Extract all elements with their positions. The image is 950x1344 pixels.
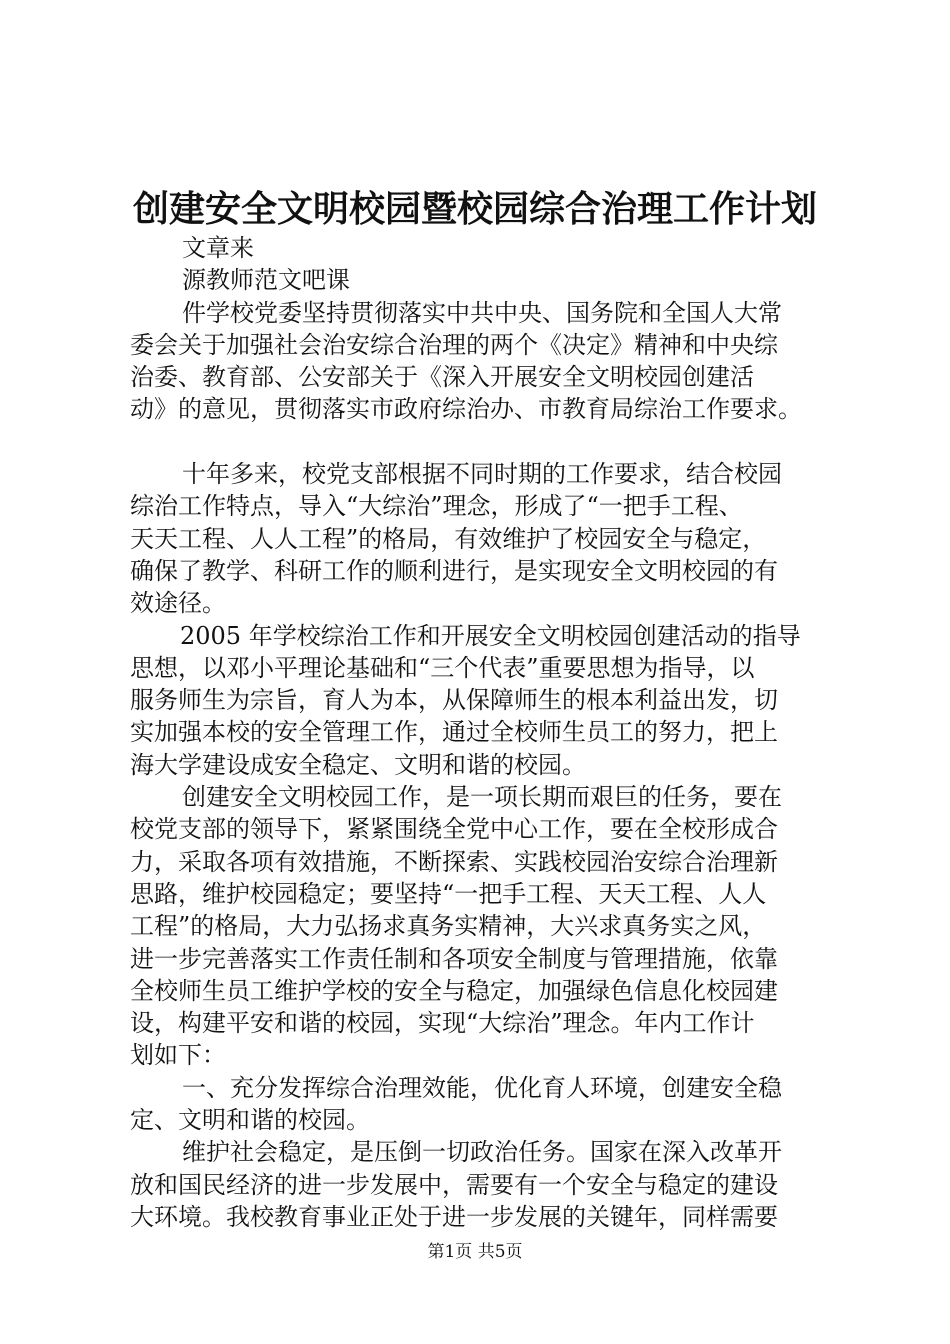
text-line: 全校师生员工维护学校的安全与稳定，加强绿色信息化校园建 xyxy=(130,976,778,1005)
text-line: 设，构建平安和谐的校园，实现“大综治”理念。年内工作计 xyxy=(130,1009,755,1038)
text-line: 动》的意见，贯彻落实市政府综治办、市教育局综治工作要求。 xyxy=(130,395,802,424)
text-line: 委会关于加强社会治安综合治理的两个《决定》精神和中央综 xyxy=(130,330,778,359)
text-line: 确保了教学、科研工作的顺利进行，是实现安全文明校园的有 xyxy=(130,556,778,585)
text-line: 文章来 xyxy=(182,234,254,262)
page-footer: 第1页 共5页 xyxy=(427,1242,523,1262)
text-line: 定、文明和谐的校园。 xyxy=(130,1106,370,1135)
text-line: 大环境。我校教育事业正处于进一步发展的关键年，同样需要 xyxy=(130,1202,778,1231)
text-line: 十年多来，校党支部根据不同时期的工作要求，结合校园 xyxy=(182,460,782,489)
text-line: 2005 年学校综治工作和开展安全文明校园创建活动的指导 xyxy=(180,621,801,650)
text-line: 校党支部的领导下，紧紧围绕全党中心工作，要在全校形成合 xyxy=(130,815,778,844)
text-line: 天天工程、人人工程”的格局，有效维护了校园安全与稳定， xyxy=(130,524,767,553)
paragraph-gap xyxy=(130,426,835,458)
document-body xyxy=(130,232,835,1233)
document-title: 创建安全文明校园暨校园综合治理工作计划 xyxy=(132,188,817,230)
text-line: 工程”的格局，大力弘扬求真务实精神，大兴求真务实之风， xyxy=(130,912,767,941)
text-line: 实加强本校的安全管理工作，通过全校师生员工的努力，把上 xyxy=(130,718,778,747)
text-line: 综治工作特点，导入“大综治”理念，形成了“一把手工程、 xyxy=(130,492,743,521)
text-line: 思想，以邓小平理论基础和“三个代表”重要思想为指导，以 xyxy=(130,653,755,682)
text-line: 划如下： xyxy=(130,1041,226,1070)
text-line: 放和国民经济的进一步发展中，需要有一个安全与稳定的建设 xyxy=(130,1170,778,1199)
text-line: 思路，维护校园稳定；要坚持“一把手工程、天天工程、人人 xyxy=(130,879,767,908)
text-line: 源教师范文吧课 xyxy=(182,266,350,295)
text-line: 服务师生为宗旨，育人为本，从保障师生的根本利益出发，切 xyxy=(130,686,778,715)
text-line: 一、充分发挥综合治理效能，优化育人环境，创建安全稳 xyxy=(182,1073,782,1102)
text-line: 创建安全文明校园工作，是一项长期而艰巨的任务，要在 xyxy=(182,783,782,812)
text-line: 力，采取各项有效措施，不断探索、实践校园治安综合治理新 xyxy=(130,847,778,876)
text-line: 进一步完善落实工作责任制和各项安全制度与管理措施，依靠 xyxy=(130,944,778,973)
text-line: 治委、教育部、公安部关于《深入开展安全文明校园创建活 xyxy=(130,363,754,392)
text-line: 效途径。 xyxy=(130,589,226,618)
text-line: 维护社会稳定，是压倒一切政治任务。国家在深入改革开 xyxy=(182,1138,782,1167)
text-line: 件学校党委坚持贯彻落实中共中央、国务院和全国人大常 xyxy=(182,298,782,327)
text-line: 海大学建设成安全稳定、文明和谐的校园。 xyxy=(130,750,586,779)
